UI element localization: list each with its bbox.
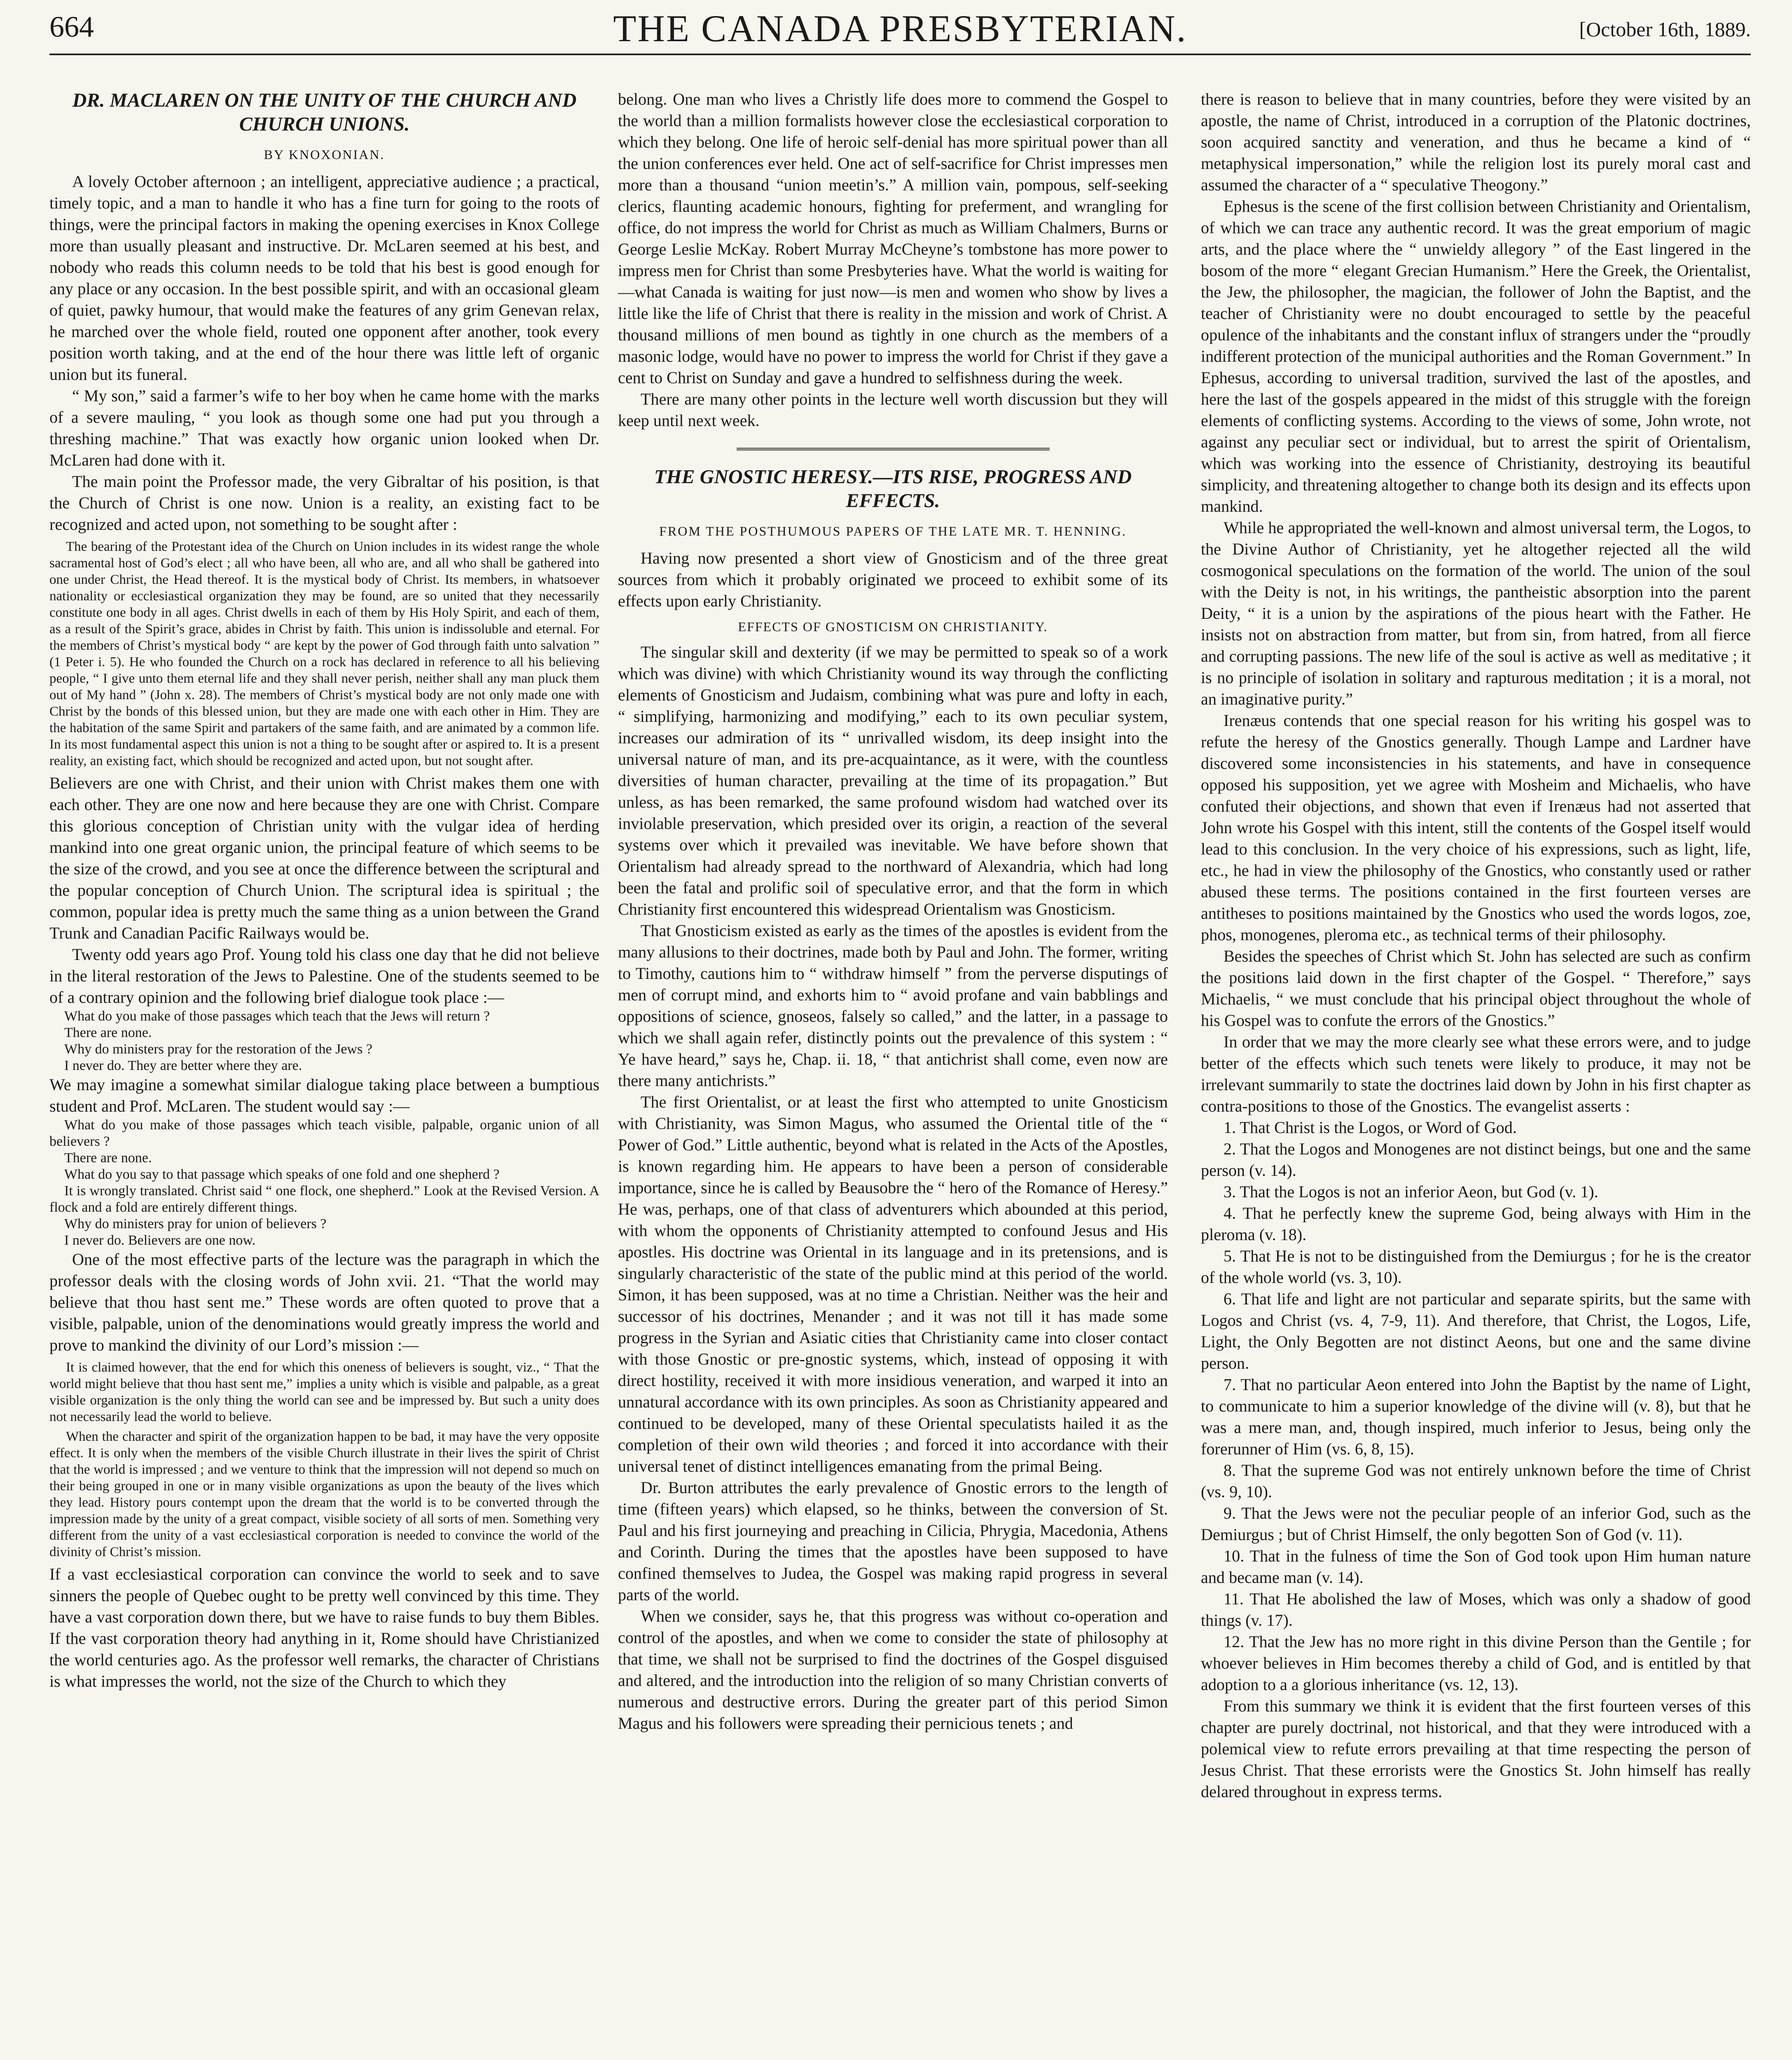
dialogue-line: What do you say to that passage which speaks of one fold and one shepherd ?: [64, 1167, 500, 1182]
paragraph: If a vast ecclesiastical corporation can convince the world to seek and to save sinners the people of Quebec ought to be pretty well convinced by this time. They have a vast corporation down there, but we have to raise funds to buy them Bibles. If the vast corporation theory had anything in it, Rome should have Christianized the world centuries ago. As the professor well remarks, the character of Christians is what impresses the world, not the size of the Church to which they: [49, 1565, 599, 1690]
paragraph: There are many other points in the lecture well worth discussion but they will keep until next week.: [618, 390, 1168, 430]
paragraph: Believers are one with Christ, and their union with Christ makes them one with each other. They are one now and here because they are one with Christ. Compare this glorious conception of Christian unity with the vulgar idea of herding mankind into one great organic union, the principal feature of which seems to be the size of the crowd, and you see at once the difference between the scriptural and the popular conception of Church Union. The scriptural idea is spiritual ; the common, popular idea is pretty much the same thing as a union between the Grand Trunk and Canadian Pacific Railways would be.: [49, 774, 599, 942]
paragraph: Besides the speeches of Christ which St. John has selected are such as confirm the positions laid down in the first chapter of the Gospel. “ Therefore,” says Michaelis, “ we must conclude that his principal object throughout the whole of his Gospel was to confute the errors of the Gnostics.”: [1201, 947, 1751, 1030]
article-byline: BY KNOXONIAN.: [264, 147, 385, 162]
issue-date: [October 16th, 1889.: [1579, 18, 1751, 41]
dialogue-line: What do you make of those passages which teach that the Jews will return ?: [64, 1009, 490, 1024]
paragraph: Irenæus contends that one special reason for his writing his gospel was to refute the heresy of the Gnostics generally. Though Lampe and Lardner have discovered some inconsistencies in his statements, and have in consequence opposed his supposition, yet we agree with Mosheim and Michaelis, who have confuted their objections, and shown that even if Irenæus had not asserted that John wrote his Gospel with this intent, still the contents of the Gospel itself would lead to this conclusion. In the very choice of his expressions, such as light, life, etc., he had in view the philosophy of the Gnostics, who constantly used or rather abused these terms. The positions contained in the first fourteen verses are antitheses to positions maintained by the Gnostics who used the words logos, zoe, phos, monogenes, pleroma etc., as technical terms of their philosophy.: [1201, 711, 1751, 944]
paragraph: there is reason to believe that in many countries, before they were visited by an apostle, the name of Christ, introduced in a corruption of the Platonic doctrines, soon acquired sanctity and veneration, and thus he became a kind of “ metaphysical impersonation,” while the religion lost its purely moral cast and assumed the character of a “ speculative Theogony.”: [1201, 90, 1751, 194]
paragraph: While he appropriated the well-known and almost universal term, the Logos, to the Divine Author of Christianity, yet he altogether rejected all the wild cosmogonical speculations on the formation of the world. The union of the soul with the Deity is not, in his writings, the pantheistic absorption into the parent Deity, “ it is a union by the aspirations of the pious heart with the Father. He insists not on abstraction from matter, but from sin, from hatred, from all fierce and corrupting passions. The new life of the soul is active as well as meditative ; it is no principle of isolation in solitary and rapturous meditation ; it is a moral, not an imaginative purity.”: [1201, 518, 1751, 708]
paragraph: We may imagine a somewhat similar dialogue taking place between a bumptious student and Prof. McLaren. The student would say :—: [49, 1075, 599, 1115]
list-item: 1. That Christ is the Logos, or Word of God.: [1224, 1118, 1517, 1137]
paragraph: In order that we may the more clearly see what these errors were, and to judge better of the effects which such tenets were likely to produce, it may not be irrelevant summarily to state the doctrines laid down by John in his first chapter as contra-positions to those of the Gnostics. The evangelist asserts :: [1201, 1032, 1751, 1115]
list-item: 11. That He abolished the law of Moses, which was only a shadow of good things (v. 17).: [1201, 1589, 1751, 1629]
dialogue-line: What do you make of those passages which teach visible, palpable, organic union of all believers ?: [49, 1117, 599, 1149]
page-number: 664: [49, 10, 94, 43]
paragraph: The first Orientalist, or at least the first who attempted to unite Gnosticism with Christianity, was Simon Magus, who assumed the Oriental title of the “ Power of God.” Little authentic, beyond what is related in the Acts of the Apostles, is known regarding him. He appears to have been a person of considerable importance, since he is called by Beausobre the “ hero of the Romance of Heresy.” He was, perhaps, one of that class of adventurers which abounded at this period, with whom the opponents of Christianity attempted to confound Jesus and His apostles. His doctrine was Oriental in its language and in its pretensions, and is singularly characteristic of the state of the public mind at this period of the world. Simon, it has been supposed, was at no time a Christian. Neither was the heir and successor of his doctrines, Menander ; and it was not till it has made some progress in the Syrian and Asiatic cities that Christianity came into closer contact with those Gnostic or pre-gnostic systems, which, instead of opposing it with direct hostility, received it with more insidious veneration, and warped it into an unnatural accordance with its own principles. As soon as Christianity appeared and continued to be developed, many of these Oriental speculatists hailed it as the completion of their own wild theories ; and forced it into accordance with their universal tenet of distinct intelligences emanating from the primal Being.: [618, 1093, 1168, 1475]
dialogue-line: It is wrongly translated. Christ said “ one flock, one shepherd.” Look at the Revised Version. A flock and a fold are entirely different things.: [49, 1183, 599, 1215]
dialogue-line: I never do. Believers are one now.: [64, 1233, 256, 1248]
list-item: 12. That the Jew has no more right in this divine Person than the Gentile ; for whoever believes in Him becomes thereby a child of God, and is entitled by that adoption to a a glorious inheritance (vs. 12, 13).: [1201, 1632, 1751, 1694]
paragraph: The singular skill and dexterity (if we may be permitted to speak so of a work which was divine) with which Christianity wound its way through the conflicting elements of Gnosticism and Judaism, combining what was pure and lofty in each, “ simplifying, harmonizing and modifying,” each to its own peculiar system, increases our admiration of its “ unrivalled wisdom, its deep insight into the universal nature of man, and its pre-acquaintance, as it were, with the countless diversities of human character, prevailing at the time of its propagation.” But unless, as has been remarked, the same profound wisdom had watched over its inviolable preservation, which presided over its origin, a reaction of the several systems over which it prevailed was inevitable. We have before shown that Orientalism had already spread to the northward of Alexandria, which had long been the fatal and prolific soil of speculative error, and that the form in which Christianity first encountered this widespread Orientalism was Gnosticism.: [618, 643, 1168, 918]
paragraph: That Gnosticism existed as early as the times of the apostles is evident from the many allusions to their doctrines, made both by Paul and John. The former, writing to Timothy, cautions him to “ withdraw himself ” from the perverse disputings of men of corrupt mind, and exhorts him to “ avoid profane and vain babblings and oppositions of science, gnoseos, falsely so called,” and the latter, in a passage to which we shall again refer, distinctly points out the prevalence of this system : “ Ye have heard,” says he, Chap. ii. 18, “ that antichrist shall come, even now are there many antichrists.”: [618, 921, 1168, 1090]
list-item: 10. That in the fulness of time the Son of God took upon Him human nature and became man (v. 14).: [1201, 1547, 1751, 1587]
list-item: 7. That no particular Aeon entered into John the Baptist by the name of Light, to communicate to him a superior knowledge of the divine will (v. 8), but that he was a mere man, and, though inspired, much inferior to Jesus, being only the forerunner of Him (vs. 6, 8, 15).: [1201, 1375, 1751, 1458]
dialogue-line: There are none.: [64, 1025, 152, 1040]
masthead: [49, 4, 1751, 55]
paragraph: belong. One man who lives a Christly life does more to commend the Gospel to the world than a million formalists however close the ecclesiastical corporation to which they belong. One life of heroic self-denial has more spiritual power than all the union conferences ever held. One act of self-sacrifice for Christ impresses men more than a thousand “union meetin’s.” A million vain, pompous, self-seeking clerics, flaunting academic honours, fighting for preferment, and wrangling for office, do not impress the world for Christ as much as William Chalmers, Burns or George Leslie McKay. Robert Murray McCheyne’s tombstone has more power to impress men for Christ than some Presbyteries have. What the world is waiting for—what Canada is waiting for just now—is men and women who show by lives a little like the life of Christ that there is reality in the mission and work of Christ. A thousand millions of men bound as tightly in one church as the members of a masonic lodge, would have no power to impress the world for Christ if they gave a cent to Christ on Sunday and gave a hundred to selfishness during the week.: [618, 90, 1168, 387]
list-item: 5. That He is not to be distinguished from the Demiurgus ; for he is the creator of the whole world (vs. 3, 10).: [1201, 1247, 1751, 1287]
paragraph: A lovely October afternoon ; an intelligent, appreciative audience ; a practical, timely topic, and a man to handle it who has a fine turn for going to the roots of things, were the principal factors in making the opening exercises in Knox College more than usually pleasant and instructive. Dr. McLaren seemed at his best, and nobody who reads this column needs to be told that his best is good enough for any place or any occasion. In the best possible spirit, and with an occasional gleam of quiet, pawky humour, that would make the features of any grim Genevan relax, he marched over the whole field, routed one opponent after another, took every position worth taking, and at the end of the hour there was little left of organic union but its funeral.: [49, 172, 599, 384]
block-quote: The bearing of the Protestant idea of the Church on Union includes in its widest range the whole sacramental host of God’s elect ; all who have been, all who are, and all who shall be gathered into one under Christ, the Head thereof. It is the mystical body of Christ. Its members, in whatsoever nationality or ecclesiastical organization they may be found, are so united that they necessarily constitute one body in all ages. Christ dwells in each of them by His Holy Spirit, and each of them, as a result of the Spirit’s grace, abides in Christ by faith. This union is indissoluble and eternal. For the members of Christ’s mystical body “ are kept by the power of God through faith unto salvation ” (1 Peter i. 5). He who founded the Church on a rock has declared in reference to all his believing people, “ I give unto them eternal life and they shall never perish, neither shall any man pluck them out of My hand ” (John x. 28). The members of Christ’s mystical body are not only made one with Christ by the bonds of this blessed union, but they are made one with each other in Him. They are the habitation of the same Spirit and partakers of the same faith, and are animated by a common life. In its most fundamental aspect this union is not a thing to be sought after or aspired to. It is a present reality, an existing fact, which should be recognized and acted upon, but not sought after.: [49, 539, 599, 768]
dialogue-line: Why do ministers pray for union of believers ?: [64, 1216, 327, 1231]
paragraph: From this summary we think it is evident that the first fourteen verses of this chapter are purely doctrinal, not historical, and that they were introduced with a polemical view to refute errors prevailing at that time respecting the person of Jesus Christ. That these errorists were the Gnostics St. John himself has really delared throughout in express terms.: [1201, 1697, 1751, 1801]
dialogue-line: I never do. They are better where they are.: [64, 1058, 302, 1073]
newspaper-title: THE CANADA PRESBYTERIAN.: [613, 7, 1187, 49]
paragraph: Having now presented a short view of Gnosticism and of the three great sources from which it probably originated we proceed to exhibit some of its effects upon early Christianity.: [618, 549, 1168, 610]
paragraph: The main point the Professor made, the very Gibraltar of his position, is that the Church of Christ is one now. Union is a reality, an existing fact to be recognized and acted upon, not something to be sought after :: [49, 472, 599, 534]
article-title: DR. MACLAREN ON THE UNITY OF THE CHURCH AND CHURCH UNIONS.: [72, 89, 577, 135]
paragraph: Twenty odd years ago Prof. Young told his class one day that he did not believe in the literal restoration of the Jews to Palestine. One of the students seemed to be of a contrary opinion and the following brief dialogue took place :—: [49, 945, 599, 1007]
dialogue-line: There are none.: [64, 1150, 152, 1166]
column-3: [1201, 89, 1751, 2060]
list-item: 9. That the Jews were not the peculiar people of an inferior God, such as the Demiurgus ; but of Christ Himself, the only begotten Son of God (v. 11).: [1201, 1504, 1751, 1544]
paragraph: One of the most effective parts of the lecture was the paragraph in which the professor deals with the closing words of John xvii. 21. “That the world may believe that thou hast sent me.” These words are often quoted to prove that a visible, palpable, union of the denominations would greatly impress the world and prove to mankind the divinity of our Lord’s mission :—: [49, 1250, 599, 1354]
list-item: 6. That life and light are not particular and separate spirits, but the same with Logos and Christ (vs. 4, 7-9, 11). And therefore, that Christ, the Logos, Life, Light, the Only Begotten are not distinct Aeons, but one and the same divine person.: [1201, 1290, 1751, 1372]
block-quote: It is claimed however, that the end for which this oneness of believers is sought, viz., “ That the world might believe that thou hast sent me,” implies a unity which is visible and palpable, as a great visible organization is the only thing the world can see and be impressed by. But such a unity does not necessarily lead the world to believe.: [49, 1360, 599, 1424]
section-heading: EFFECTS OF GNOSTICISM ON CHRISTIANITY.: [738, 619, 1048, 634]
list-item: 3. That the Logos is not an inferior Aeon, but God (v. 1).: [1224, 1182, 1598, 1201]
article-divider: [737, 448, 1050, 450]
paragraph: “ My son,” said a farmer’s wife to her boy when he came home with the marks of a severe mauling, “ you look as though some one had put you through a threshing machine.” That was exactly how organic union looked when Dr. McLaren had done with it.: [49, 386, 599, 469]
paragraph: When we consider, says he, that this progress was without co-operation and control of the apostles, and when we come to consider the state of philosophy at that time, we shall not be surprised to find the doctrines of the Gospel disguised and altered, and the introduction into the religion of so many Christian converts of numerous and destructive errors. During the greater part of this period Simon Magus and his followers were spreading their pernicious tenets ; and: [618, 1607, 1168, 1732]
dialogue-line: Why do ministers pray for the restoration of the Jews ?: [64, 1042, 372, 1057]
list-item: 4. That he perfectly knew the supreme God, being always with Him in the pleroma (v. 18).: [1201, 1204, 1751, 1244]
paragraph: Dr. Burton attributes the early prevalence of Gnostic errors to the length of time (fifteen years) which elapsed, so he thinks, between the conversion of St. Paul and his first journeying and preaching in Cilicia, Phrygia, Macedonia, Athens and Corinth. During the times that the apostles have been supposed to have confined themselves to Judea, the Gospel was making rapid progress in several parts of the world.: [618, 1478, 1168, 1604]
article-byline: FROM THE POSTHUMOUS PAPERS OF THE LATE MR. T. HENNING.: [659, 524, 1127, 538]
column-1: [49, 89, 599, 2060]
block-quote: When the character and spirit of the organization happen to be bad, it may have the very opposite effect. It is only when the members of the visible Church illustrate in their lives the spirit of Christ that the world is impressed ; and we venture to think that the impression will not depend so much on their being grouped in one or in many visible organizations as upon the beauty of the lives which they lead. History pours contempt upon the dream that the world is to be converted through the impression made by the unity of a great compact, visible society of all sorts of men. Something very different from the unity of a vast ecclesiastical corporation is needed to convince the world of the divinity of Christ’s mission.: [49, 1429, 599, 1559]
article-title: THE GNOSTIC HERESY.—ITS RISE, PROGRESS AND EFFECTS.: [654, 466, 1132, 512]
list-item: 2. That the Logos and Monogenes are not distinct beings, but one and the same person (v. 14).: [1201, 1140, 1751, 1180]
list-item: 8. That the supreme God was not entirely unknown before the time of Christ (vs. 9, 10).: [1201, 1461, 1751, 1501]
column-2: [618, 89, 1168, 2060]
paragraph: Ephesus is the scene of the first collision between Christianity and Orientalism, of which we can trace any authentic record. It was the great emporium of magic arts, and the place where the “ unwieldy allegory ” of the East lingered in the bosom of the more “ elegant Grecian Humanism.” Here the Greek, the Orientalist, the Jew, the philosopher, the magician, the follower of John the Baptist, and the teacher of Christianity were no doubt encouraged to settle by the peaceful opulence of the inhabitants and the constant influx of strangers under the “proudly indifferent protection of the municipal authorities and the Roman Government.” In Ephesus, according to universal tradition, survived the last of the apostles, and here the last of the gospels appeared in the midst of this struggle with the foreign elements of conflicting systems. According to the views of some, John wrote, not against any peculiar sect or individual, but to arrest the spirit of Orientalism, which was working into the essence of Christianity, destroying its beautiful simplicity, and threatening altogether to change both its design and its effects upon mankind.: [1201, 197, 1751, 515]
